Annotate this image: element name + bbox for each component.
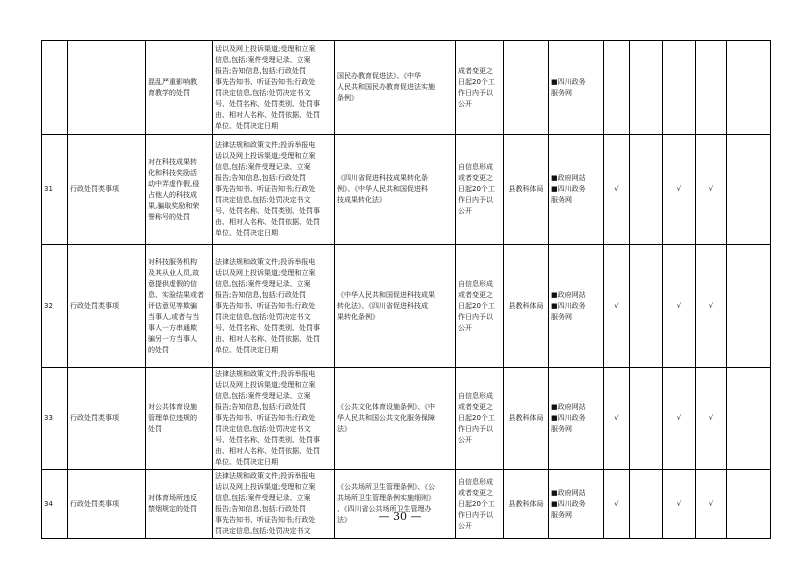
disclosure-content-line: 事先告知书、听证告知书;行政处 xyxy=(215,414,316,422)
disclosure-content-cell xyxy=(213,41,335,135)
item-name-line: 息、实验结果或者 xyxy=(148,290,204,299)
disclosure-content-line: 由、相对人名称、处罚依据、处罚 xyxy=(215,334,320,343)
item-name-line: 评估意见等欺骗 xyxy=(148,301,197,310)
check-mark-cell xyxy=(727,368,771,470)
legal-basis-cell xyxy=(335,470,456,539)
disclosure-channel-line: ■四川政务 xyxy=(551,414,586,422)
disclosure-content-line: 事先告知书、听证告知书;行政处 xyxy=(215,301,316,310)
disclosure-content-cell xyxy=(213,245,335,368)
legal-basis-line: 人民共和国民办教育促进法实施 xyxy=(337,83,435,91)
disclosure-content-line: 报告;告知信息,包括:行政处罚 xyxy=(215,505,306,513)
item-name-line: 对公共体育设施 xyxy=(148,403,197,411)
table-row xyxy=(42,368,771,470)
check-mark-cell xyxy=(727,135,771,245)
disclosure-content-line: 由、相对人名称、处罚依据、处罚 xyxy=(215,218,320,226)
disclosure-time-cell xyxy=(456,368,504,470)
disclosure-time-line: 公开 xyxy=(458,436,472,444)
check-mark-cell: √ xyxy=(663,245,696,368)
check-mark-cell xyxy=(630,41,663,135)
row-number-cell: 32 xyxy=(42,245,68,368)
disclosure-time-cell xyxy=(456,41,504,135)
disclosure-content-line: 话以及网上投诉渠道;受理和立案 xyxy=(215,381,316,389)
legal-basis-line: 《公共场所卫生管理条例》、《公 xyxy=(337,483,435,491)
check-mark-cell xyxy=(630,245,663,368)
check-mark-cell xyxy=(663,41,696,135)
item-name-line: 的处罚 xyxy=(148,345,169,354)
disclosure-time-line: 成者变更之 xyxy=(458,66,493,75)
disclosure-content-line: 法律法规和政策文件;投诉举报电 xyxy=(215,370,316,378)
disclosure-time-line: 公开 xyxy=(458,323,472,332)
disclosure-time-line: 自信息形成 xyxy=(458,163,493,171)
check-mark-cell: √ xyxy=(604,470,630,539)
disclosure-content-line: 信息,包括:案件受理记录、立案 xyxy=(215,494,311,502)
disclosure-channel-cell xyxy=(549,135,604,245)
responsible-department-cell: 县教科体局 xyxy=(504,470,549,539)
disclosure-channel-line: 服务网 xyxy=(551,196,572,204)
disclosure-content-line: 罚决定信息,包括:处罚决定书文 xyxy=(215,425,311,433)
check-mark-cell: √ xyxy=(663,368,696,470)
disclosure-table-page xyxy=(41,40,770,539)
disclosure-content-line: 由、相对人名称、处罚依据、处罚 xyxy=(215,110,320,119)
disclosure-content-line: 信息,包括:案件受理记录、立案 xyxy=(215,55,311,64)
disclosure-time-cell xyxy=(456,135,504,245)
item-type-cell: 行政处罚类事项 xyxy=(68,470,146,539)
disclosure-channel-line: ■政府网站 xyxy=(551,290,586,299)
responsible-department-cell: 县教科体局 xyxy=(504,245,549,368)
item-name-cell xyxy=(146,135,213,245)
disclosure-content-line: 话以及网上投诉渠道;受理和立案 xyxy=(215,44,316,53)
item-type-cell: 行政处罚类事项 xyxy=(68,245,146,368)
item-name-line: 当事人,或者与当 xyxy=(148,312,200,321)
legal-basis-cell xyxy=(335,135,456,245)
disclosure-time-line: 自信息形成 xyxy=(458,392,493,400)
item-name-line: 管理单位违规的 xyxy=(148,414,197,422)
table-row xyxy=(42,41,771,135)
disclosure-content-line: 话以及网上投诉渠道;受理和立案 xyxy=(215,483,316,491)
legal-basis-line: 国民办教育促进法》、《中华 xyxy=(337,72,421,80)
disclosure-channel-line: 服务网 xyxy=(551,88,572,97)
check-mark-cell xyxy=(630,135,663,245)
disclosure-content-line: 信息,包括:案件受理记录、立案 xyxy=(215,279,311,288)
item-name-cell xyxy=(146,245,213,368)
check-mark-cell xyxy=(727,245,771,368)
responsible-department-cell: 县教科体局 xyxy=(504,135,549,245)
disclosure-time-line: 日起20个工 xyxy=(458,185,495,193)
legal-basis-line: 法》 xyxy=(337,516,351,524)
disclosure-content-line: 事先告知书、听证告知书;行政处 xyxy=(215,185,316,193)
disclosure-channel-cell xyxy=(549,470,604,539)
responsible-department-cell xyxy=(504,41,549,135)
item-name-line: 化和科技奖励活 xyxy=(148,168,197,177)
disclosure-time-line: 日起20个工 xyxy=(458,77,495,86)
disclosure-time-line: 自信息形成 xyxy=(458,477,493,486)
check-mark-cell xyxy=(727,41,771,135)
disclosure-channel-line: 服务网 xyxy=(551,312,572,321)
disclosure-content-line: 单位、处罚决定日期 xyxy=(215,229,278,237)
disclosure-content-line: 单位、处罚决定日期 xyxy=(215,121,278,130)
disclosure-channel-cell xyxy=(549,368,604,470)
item-name-line: 禁烟规定的处罚 xyxy=(148,505,197,513)
disclosure-table xyxy=(41,40,771,539)
item-name-cell xyxy=(146,368,213,470)
legal-basis-cell xyxy=(335,368,456,470)
legal-basis-line: 例》、《中华人民共和国促进科 xyxy=(337,185,428,193)
disclosure-content-line: 法律法规和政策文件;投诉举报电 xyxy=(215,472,316,480)
disclosure-content-line: 由、相对人名称、处罚依据、处罚 xyxy=(215,447,320,455)
check-mark-cell xyxy=(727,470,771,539)
disclosure-time-line: 公开 xyxy=(458,521,472,530)
disclosure-time-line: 作日内予以 xyxy=(458,196,493,204)
disclosure-time-line: 自信息形成 xyxy=(458,279,493,288)
disclosure-time-cell xyxy=(456,470,504,539)
disclosure-channel-line: 服务网 xyxy=(551,510,572,519)
disclosure-content-line: 单位、处罚决定日期 xyxy=(215,345,278,354)
disclosure-channel-line: ■四川政务 xyxy=(551,499,586,508)
check-mark-cell: √ xyxy=(696,135,727,245)
disclosure-time-line: 或者变更之 xyxy=(458,174,493,182)
row-number-cell xyxy=(42,41,68,135)
item-name-line: 果,骗取奖励和荣 xyxy=(148,201,200,210)
item-name-line: 誉称号的处罚 xyxy=(148,212,190,221)
item-name-line: 意提供虚假的信 xyxy=(148,279,197,288)
disclosure-content-cell xyxy=(213,135,335,245)
table-body xyxy=(42,41,771,539)
legal-basis-line: 《公共文化体育设施条例》、《中 xyxy=(337,403,435,411)
disclosure-time-line: 作日内予以 xyxy=(458,88,493,97)
disclosure-channel-line: ■四川政务 xyxy=(551,185,586,193)
legal-basis-cell xyxy=(335,41,456,135)
table-row xyxy=(42,470,771,539)
disclosure-channel-line: ■政府网站 xyxy=(551,174,586,182)
check-mark-cell: √ xyxy=(604,135,630,245)
item-name-line: 占他人的科技成 xyxy=(148,190,197,199)
check-mark-cell: √ xyxy=(663,470,696,539)
legal-basis-line: 、《四川省公共场所卫生管理办 xyxy=(337,505,432,513)
disclosure-time-line: 公开 xyxy=(458,207,472,215)
legal-basis-line: 果转化条例》 xyxy=(337,312,379,321)
disclosure-channel-cell xyxy=(549,245,604,368)
disclosure-channel-line: ■四川政务 xyxy=(551,301,586,310)
disclosure-content-line: 事先告知书、听证告知书;行政处 xyxy=(215,77,316,86)
disclosure-content-line: 法律法规和政策文件;投诉举报电 xyxy=(215,141,316,149)
disclosure-content-line: 罚决定信息,包括:处罚决定书文 xyxy=(215,196,311,204)
disclosure-time-line: 日起20个工 xyxy=(458,499,495,508)
legal-basis-line: 华人民共和国公共文化服务保障 xyxy=(337,414,435,422)
row-number-cell: 34 xyxy=(42,470,68,539)
legal-basis-line: 技成果转化法》 xyxy=(337,196,386,204)
row-number-cell: 31 xyxy=(42,135,68,245)
disclosure-content-line: 报告;告知信息,包括:行政处罚 xyxy=(215,174,306,182)
disclosure-channel-line: ■政府网站 xyxy=(551,403,586,411)
disclosure-time-line: 公开 xyxy=(458,99,472,108)
disclosure-time-line: 或者变更之 xyxy=(458,403,493,411)
disclosure-time-line: 作日内予以 xyxy=(458,312,493,321)
responsible-department-cell: 县教科体局 xyxy=(504,368,549,470)
check-mark-cell: √ xyxy=(696,245,727,368)
legal-basis-line: 《中华人民共和国促进科技成果 xyxy=(337,290,435,299)
disclosure-channel-cell xyxy=(549,41,604,135)
legal-basis-line: 《四川省促进科技成果转化条 xyxy=(337,174,428,182)
check-mark-cell xyxy=(604,41,630,135)
disclosure-content-line: 号、处罚名称、处罚类别、处罚事 xyxy=(215,207,320,215)
disclosure-content-line: 罚决定信息,包括:处罚决定书文 xyxy=(215,312,311,321)
check-mark-cell xyxy=(696,41,727,135)
disclosure-time-line: 或者变更之 xyxy=(458,488,493,497)
legal-basis-cell xyxy=(335,245,456,368)
check-mark-cell xyxy=(630,368,663,470)
disclosure-content-line: 罚决定信息,包括:处罚决定书文 xyxy=(215,88,311,97)
disclosure-time-line: 作日内予以 xyxy=(458,510,493,519)
item-type-cell xyxy=(68,41,146,135)
item-name-line: 对体育场所违反 xyxy=(148,494,197,502)
disclosure-content-line: 信息,包括:案件受理记录、立案 xyxy=(215,163,311,171)
disclosure-channel-line: 服务网 xyxy=(551,425,572,433)
disclosure-content-line: 报告;告知信息,包括:行政处罚 xyxy=(215,290,306,299)
item-name-line: 动中弄虚作假,侵 xyxy=(148,179,200,188)
check-mark-cell: √ xyxy=(604,368,630,470)
legal-basis-line: 条例》 xyxy=(337,94,358,102)
disclosure-content-line: 话以及网上投诉渠道;受理和立案 xyxy=(215,268,316,277)
disclosure-time-line: 日起20个工 xyxy=(458,301,495,310)
disclosure-content-line: 报告;告知信息,包括:行政处罚 xyxy=(215,66,306,75)
item-name-line: 及其从业人员,故 xyxy=(148,268,200,277)
item-name-line: 骗另一方当事人 xyxy=(148,334,197,343)
disclosure-channel-line: ■四川政务 xyxy=(551,77,586,86)
disclosure-content-line: 号、处罚名称、处罚类别、处罚事 xyxy=(215,436,320,444)
disclosure-content-line: 报告;告知信息,包括:行政处罚 xyxy=(215,403,306,411)
disclosure-content-line: 话以及网上投诉渠道;受理和立案 xyxy=(215,152,316,160)
item-name-cell xyxy=(146,41,213,135)
page-number: — 30 — xyxy=(378,510,422,523)
disclosure-content-line: 号、处罚名称、处罚类别、处罚事 xyxy=(215,323,320,332)
check-mark-cell: √ xyxy=(663,135,696,245)
item-name-line: 对在科技成果转 xyxy=(148,157,197,166)
check-mark-cell: √ xyxy=(604,245,630,368)
disclosure-time-line: 或者变更之 xyxy=(458,290,493,299)
check-mark-cell: √ xyxy=(696,368,727,470)
item-name-line: 育教学的处罚 xyxy=(148,88,190,97)
disclosure-content-line: 单位、处罚决定日期 xyxy=(215,458,278,466)
disclosure-time-line: 作日内予以 xyxy=(458,425,493,433)
legal-basis-line: 转化法》、《四川省促进科技成 xyxy=(337,301,428,310)
disclosure-content-cell xyxy=(213,368,335,470)
check-mark-cell: √ xyxy=(696,470,727,539)
disclosure-content-line: 号、处罚名称、处罚类别、处罚事 xyxy=(215,99,320,108)
item-name-line: 混乱严重影响教 xyxy=(148,77,197,86)
disclosure-content-line: 信息,包括:案件受理记录、立案 xyxy=(215,392,311,400)
legal-basis-line: 法》 xyxy=(337,425,351,433)
item-name-cell xyxy=(146,470,213,539)
table-row xyxy=(42,135,771,245)
item-type-cell: 行政处罚类事项 xyxy=(68,135,146,245)
disclosure-content-line: 法律法规和政策文件;投诉举报电 xyxy=(215,257,316,266)
item-type-cell: 行政处罚类事项 xyxy=(68,368,146,470)
disclosure-time-line: 日起20个工 xyxy=(458,414,495,422)
table-row xyxy=(42,245,771,368)
disclosure-channel-line: ■政府网站 xyxy=(551,488,586,497)
item-name-line: 事人一方串通欺 xyxy=(148,323,197,332)
legal-basis-line: 共场所卫生管理条例实施细则》 xyxy=(337,494,435,502)
item-name-line: 对科技服务机构 xyxy=(148,257,197,266)
disclosure-content-line: 事先告知书、听证告知书;行政处 xyxy=(215,516,316,524)
item-name-line: 处罚 xyxy=(148,425,162,433)
disclosure-content-cell xyxy=(213,470,335,539)
row-number-cell: 33 xyxy=(42,368,68,470)
check-mark-cell xyxy=(630,470,663,539)
disclosure-content-line: 罚决定信息,包括:处罚决定书文 xyxy=(215,527,311,535)
disclosure-time-cell xyxy=(456,245,504,368)
